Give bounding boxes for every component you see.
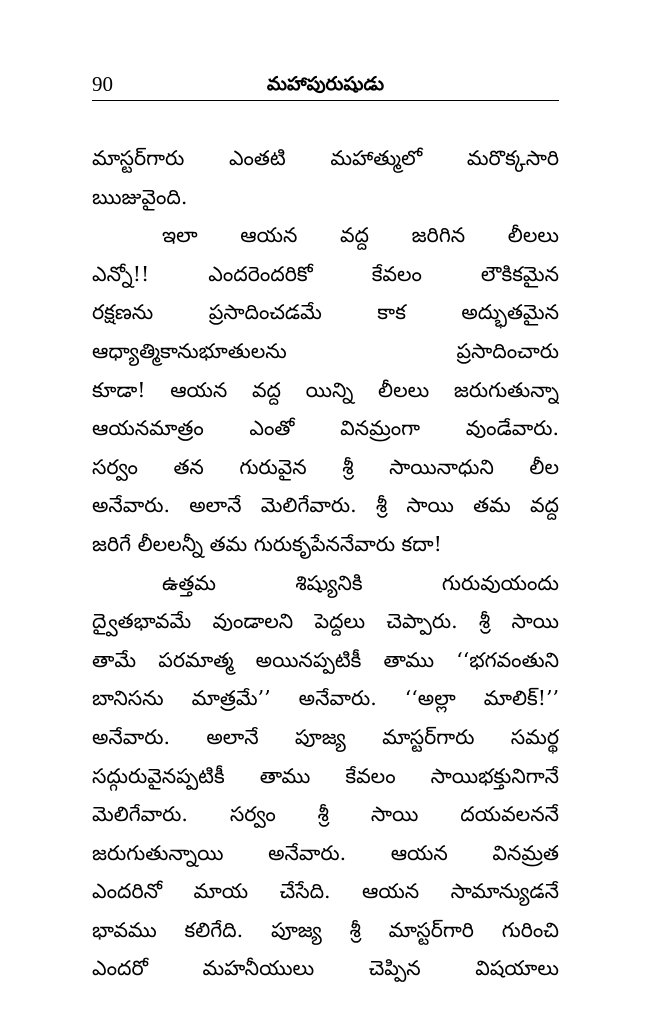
text-line: రక్షణను ప్రసాదించడమే కాక అద్భుతమైన	[92, 300, 559, 325]
text-line: జరుగుతున్నాయి అనేవారు. ఆయన వినమ్రత	[92, 840, 559, 865]
text-line: భావము కలిగేది. పూజ్య శ్రీ మాస్టర్‌గారి గురించి	[92, 917, 559, 942]
text-line: అనేవారు. అలానే పూజ్య మాస్టర్‌గారు సమర్థ	[92, 724, 559, 749]
text-line: సద్గురువైనప్పటికీ తాము కేవలం సాయిభక్తునిగానే	[92, 763, 559, 788]
text-line: జరిగే లీలలన్నీ తమ గురుకృపేననేవారు కదా!	[92, 531, 442, 556]
text-line: తామే పరమాత్మ అయినప్పటికీ తాము ‘‘భగవంతుని	[92, 647, 559, 672]
text-line: ఎన్నో!! ఎందరెందరికో కేవలం లౌకికమైన	[92, 261, 559, 286]
book-page	[92, 70, 559, 988]
text-line: సర్వం తన గురువైన శ్రీ సాయినాధుని లీల	[92, 454, 559, 479]
page-header	[92, 70, 559, 101]
text-line: మెలిగేవారు. సర్వం శ్రీ సాయి దయవలననే	[92, 802, 559, 827]
text-line: ఉత్తమ శిష్యునికి గురువుయందు	[162, 570, 559, 595]
text-line: బానిసను మాత్రమే’’ అనేవారు. ‘‘అల్లా మాలిక్!’’	[92, 686, 559, 711]
text-line: ఇలా ఆయన వద్ద జరిగిన లీలలు	[162, 223, 559, 248]
page-number: 90	[92, 72, 113, 96]
text-line: ఎందరో మహనీయులు చెప్పిన విషయాలు	[92, 956, 559, 981]
body-text	[92, 139, 559, 988]
text-line: ఆధ్యాత్మికానుభూతులను ప్రసాదించారు	[92, 338, 559, 363]
text-line: ఆయనమాత్రం ఎంతో వినమ్రంగా వుండేవారు.	[92, 416, 559, 441]
text-line: ఋజువైంది.	[92, 184, 188, 209]
text-line: ఎందరినో మాయ చేసేది. ఆయన సామాన్యుడనే	[92, 879, 559, 904]
text-line: ద్వైతభావమే వుండాలని పెద్దలు చెప్పారు. శ్రీ సాయి	[92, 609, 559, 634]
text-line: కూడా! ఆయన వద్ద యిన్ని లీలలు జరుగుతున్నా	[92, 377, 559, 402]
running-title: మహాపురుషుడు	[266, 73, 385, 95]
text-line: మాస్టర్‌గారు ఎంతటి మహాత్ములో మరొక్కసారి	[92, 146, 559, 170]
text-line: అనేవారు. అలానే మెలిగేవారు. శ్రీ సాయి తమ వద్ద	[92, 493, 559, 518]
